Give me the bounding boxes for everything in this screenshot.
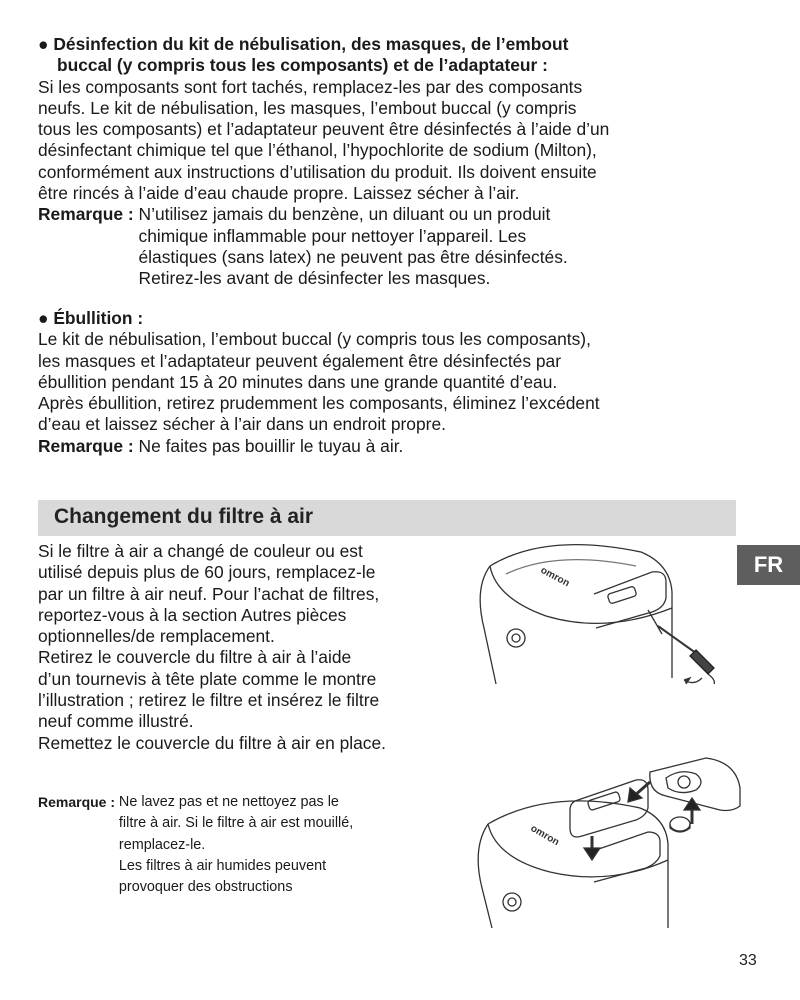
note-line: élastiques (sans latex) ne peuvent pas être désinfectés. xyxy=(138,246,568,267)
note-line: N’utilisez jamais du benzène, un diluant ou un produit xyxy=(138,204,551,225)
filter-line: neuf comme illustré. xyxy=(38,711,194,732)
filter-line: l’illustration ; retirez le filtre et insérez le filtre xyxy=(38,690,380,711)
boiling-line: Le kit de nébulisation, l’embout buccal (y compris tous les composants), xyxy=(38,329,591,350)
note-label: Remarque : xyxy=(38,794,119,810)
note-line: Les filtres à air humides peuvent xyxy=(118,857,327,874)
disinfection-line: être rincés à l’aide d’eau chaude propre. Laissez sécher à l’air. xyxy=(38,183,520,204)
disinfection-line: Si les composants sont fort tachés, remplacez-les par des composants xyxy=(38,76,583,97)
note-line: remplacez-le. xyxy=(118,836,206,853)
disinfection-line: conformément aux instructions d’utilisation du produit. Ils doivent ensuite xyxy=(38,161,597,182)
note-text: Ne faites pas bouillir le tuyau à air. xyxy=(138,435,404,456)
note-line: Ne lavez pas et ne nettoyez pas le xyxy=(118,794,339,810)
filter-line: Remettez le couvercle du filtre à air en place. xyxy=(38,732,386,753)
boiling-line: ébullition pendant 15 à 20 minutes dans une grande quantité d’eau. xyxy=(38,371,558,392)
note-line: Retirez-les avant de désinfecter les masques. xyxy=(138,268,491,289)
filter-line: par un filtre à air neuf. Pour l’achat de filtres, xyxy=(38,583,380,604)
language-tab: FR xyxy=(737,545,800,585)
filter-line: d’un tournevis à tête plate comme le montre xyxy=(38,668,377,689)
filter-line: optionnelles/de remplacement. xyxy=(38,626,275,647)
disinfection-title-line2: buccal (y compris tous les composants) et de l’adaptateur : xyxy=(57,55,548,76)
boiling-line: d’eau et laissez sécher à l’air dans un endroit propre. xyxy=(38,414,446,435)
boiling-title: ● Ébullition : xyxy=(38,308,144,328)
boiling-line: Après ébullition, retirez prudemment les composants, éliminez l’excédent xyxy=(38,393,600,414)
boiling-section xyxy=(38,308,758,457)
filter-line: Si le filtre à air a changé de couleur ou est xyxy=(38,541,363,561)
disinfection-line: tous les composants) et l’adaptateur peuvent être désinfectés à l’aide d’un xyxy=(38,119,610,140)
note-line: provoquer des obstructions xyxy=(118,879,293,896)
note-label: Remarque : xyxy=(38,204,139,225)
section-title: Changement du filtre à air xyxy=(54,505,314,528)
brand-logo-2: omron xyxy=(528,823,561,849)
filter-line: reportez-vous à la section Autres pièces xyxy=(38,604,347,625)
disinfection-line: désinfectant chimique tel que l’éthanol, l’hypochlorite de sodium (Milton), xyxy=(38,140,597,161)
boiling-note xyxy=(38,436,758,457)
filter-change-text xyxy=(38,541,478,754)
brand-logo-1: omron xyxy=(538,564,572,590)
disinfection-title-line1: ● Désinfection du kit de nébulisation, des masques, de l’embout xyxy=(38,34,569,54)
illustration-remove-cover xyxy=(476,538,732,684)
disinfection-line: neufs. Le kit de nébulisation, les masques, l’embout buccal (y compris xyxy=(38,97,577,118)
section-header-bar xyxy=(38,500,736,536)
filter-line: utilisé depuis plus de 60 jours, remplacez-le xyxy=(38,562,376,583)
note-label: Remarque : xyxy=(38,435,139,456)
note-line: chimique inflammable pour nettoyer l’appareil. Les xyxy=(138,225,527,246)
disinfection-section xyxy=(38,34,758,290)
boiling-line: les masques et l’adaptateur peuvent également être désinfectés par xyxy=(38,350,562,371)
filter-line: Retirez le couvercle du filtre à air à l’aide xyxy=(38,647,352,668)
page-number: 33 xyxy=(739,952,757,969)
illustration-insert-filter xyxy=(470,752,752,928)
disinfection-note xyxy=(38,204,758,289)
note-line: filtre à air. Si le filtre à air est mouillé, xyxy=(118,815,354,832)
filter-note xyxy=(38,792,468,898)
